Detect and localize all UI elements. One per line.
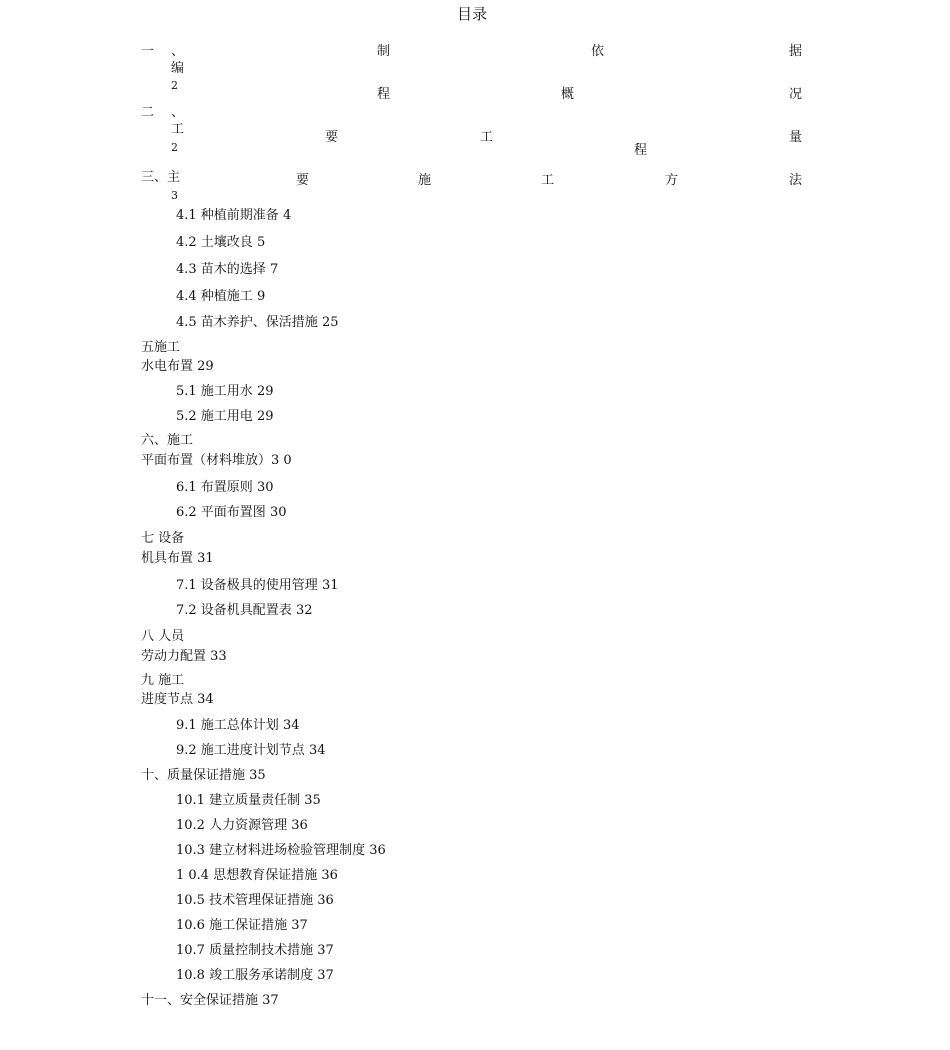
toc-subitem: 4.5 苗木养护、保活措施 25	[176, 315, 339, 330]
toc-subitem: 4.4 种植施工 9	[176, 289, 266, 304]
toc-section-heading: 十、质量保证措施 35	[141, 768, 266, 783]
toc-section-heading: 水电布置 29	[141, 359, 214, 374]
toc-sec1-char: 依	[591, 44, 605, 59]
toc-subitem: 10.1 建立质量责任制 35	[176, 793, 321, 808]
toc-sec2-page: 2	[171, 141, 178, 154]
toc-subitem: 7.1 设备极具的使用管理 31	[176, 578, 339, 593]
toc-section-heading: 平面布置（材料堆放）3 0	[141, 453, 292, 468]
toc-sec3-page: 3	[171, 189, 178, 202]
toc-sec1-char: 制	[377, 44, 391, 59]
toc-sec1-char: 编	[171, 61, 185, 76]
toc-sec2-char: 工	[171, 122, 185, 137]
toc-sec2-char: 工	[480, 130, 494, 145]
toc-subitem: 4.2 土壤改良 5	[176, 235, 266, 250]
toc-subitem: 4.3 苗木的选择 7	[176, 262, 279, 277]
toc-subitem: 10.6 施工保证措施 37	[176, 918, 308, 933]
toc-subitem: 5.2 施工用电 29	[176, 409, 274, 424]
toc-section-heading: 八 人员	[141, 629, 185, 644]
toc-subitem: 10.7 质量控制技术措施 37	[176, 943, 334, 958]
toc-sec2-char: 、	[171, 105, 185, 120]
toc-subitem: 6.1 布置原则 30	[176, 480, 274, 495]
toc-subitem: 6.2 平面布置图 30	[176, 505, 287, 520]
toc-subitem: 4.1 种植前期准备 4	[176, 208, 292, 223]
toc-sec1-char: 据	[789, 44, 803, 59]
toc-sec1-page: 2	[171, 79, 178, 92]
toc-sec1-char: 、	[171, 44, 185, 59]
toc-sec1-char: 概	[561, 87, 575, 102]
toc-subitem: 10.3 建立材料进场检验管理制度 36	[176, 843, 386, 858]
toc-sec3-char: 要	[296, 173, 310, 188]
toc-subitem: 5.1 施工用水 29	[176, 384, 274, 399]
toc-sec2-char: 程	[634, 143, 648, 158]
toc-section-heading: 七 设备	[141, 531, 185, 546]
toc-section-heading: 六、施工	[141, 433, 194, 448]
toc-section-heading: 进度节点 34	[141, 692, 214, 707]
toc-sec3-char: 施	[418, 173, 432, 188]
toc-subitem: 10.5 技术管理保证措施 36	[176, 893, 334, 908]
toc-subitem: 9.1 施工总体计划 34	[176, 718, 300, 733]
toc-subitem: 1 0.4 思想教育保证措施 36	[176, 868, 338, 883]
toc-section-heading: 劳动力配置 33	[141, 649, 227, 664]
toc-sec1-char: 况	[789, 87, 803, 102]
toc-sec1-char: 一	[141, 44, 155, 59]
toc-subitem: 10.8 竣工服务承诺制度 37	[176, 968, 334, 983]
toc-sec2-char: 二	[141, 105, 155, 120]
toc-sec2-char: 量	[789, 130, 803, 145]
toc-subitem: 7.2 设备机具配置表 32	[176, 603, 313, 618]
toc-section-heading: 机具布置 31	[141, 551, 214, 566]
toc-sec3-char: 工	[541, 173, 555, 188]
toc-section-heading: 十一、安全保证措施 37	[141, 993, 279, 1008]
toc-subitem: 10.2 人力资源管理 36	[176, 818, 308, 833]
toc-sec3-char: 方	[665, 173, 679, 188]
toc-sec3-char: 法	[789, 173, 803, 188]
toc-subitem: 9.2 施工进度计划节点 34	[176, 743, 326, 758]
toc-section-heading: 五施工	[141, 340, 181, 355]
page-title: 目录	[457, 5, 488, 23]
toc-section-heading: 九 施工	[141, 673, 185, 688]
toc-sec1-char: 程	[377, 87, 391, 102]
toc-sec2-char: 要	[325, 130, 339, 145]
toc-sec3-char: 三、主	[141, 170, 181, 185]
